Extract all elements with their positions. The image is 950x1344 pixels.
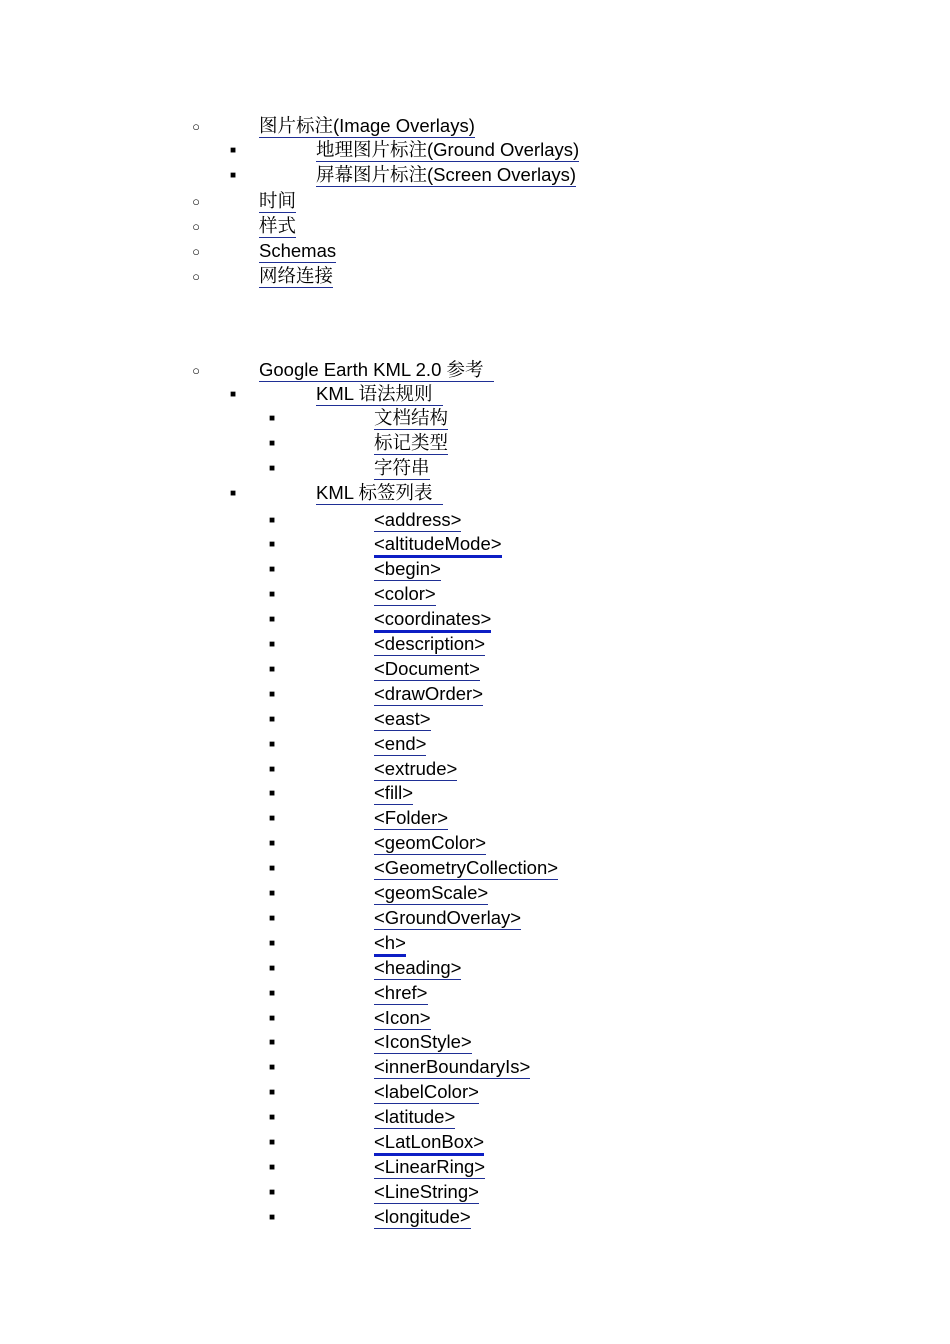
- square-bullet-icon: ■: [268, 764, 276, 775]
- tag-link-begin[interactable]: <begin>: [374, 558, 441, 579]
- square-bullet-icon: ■: [268, 639, 276, 650]
- tag-link-href[interactable]: <href>: [374, 982, 428, 1003]
- tag-link-east[interactable]: <east>: [374, 708, 431, 729]
- square-bullet-icon: ■: [229, 145, 237, 156]
- tag-link-color[interactable]: <color>: [374, 583, 436, 604]
- link-kml-syntax[interactable]: KML 语法规则: [316, 383, 443, 406]
- tag-link-geomcolor[interactable]: <geomColor>: [374, 832, 487, 853]
- link-markup-types[interactable]: 标记类型: [374, 432, 449, 453]
- square-bullet-icon: ■: [268, 664, 276, 675]
- link-kml-reference[interactable]: Google Earth KML 2.0 参考: [259, 359, 494, 382]
- link-time[interactable]: 时间: [259, 190, 297, 211]
- square-bullet-icon: ■: [268, 1137, 276, 1148]
- tag-link-folder[interactable]: <Folder>: [374, 807, 449, 828]
- square-bullet-icon: ■: [268, 1162, 276, 1173]
- tag-link-geomscale[interactable]: <geomScale>: [374, 882, 489, 903]
- tag-link-h[interactable]: <h>: [374, 932, 406, 957]
- tag-link-linearring[interactable]: <LinearRing>: [374, 1156, 486, 1177]
- square-bullet-icon: ■: [268, 564, 276, 575]
- square-bullet-icon: ■: [268, 1187, 276, 1198]
- square-bullet-icon: ■: [268, 863, 276, 874]
- square-bullet-icon: ■: [268, 463, 276, 474]
- square-bullet-icon: ■: [229, 488, 237, 499]
- circle-bullet-icon: ○: [192, 269, 200, 284]
- link-image-overlays[interactable]: 图片标注(Image Overlays): [259, 115, 475, 136]
- square-bullet-icon: ■: [268, 589, 276, 600]
- circle-bullet-icon: ○: [192, 363, 200, 378]
- tag-link-end[interactable]: <end>: [374, 733, 427, 754]
- square-bullet-icon: ■: [268, 1013, 276, 1024]
- tag-link-labelcolor[interactable]: <labelColor>: [374, 1081, 479, 1102]
- link-styles[interactable]: 样式: [259, 215, 297, 236]
- link-kml-tags[interactable]: KML 标签列表: [316, 482, 443, 505]
- square-bullet-icon: ■: [268, 1212, 276, 1223]
- tag-link-coordinates[interactable]: <coordinates>: [374, 608, 491, 633]
- link-schemas[interactable]: Schemas: [259, 240, 337, 261]
- square-bullet-icon: ■: [268, 963, 276, 974]
- tag-link-longitude[interactable]: <longitude>: [374, 1206, 471, 1227]
- circle-bullet-icon: ○: [192, 119, 200, 134]
- square-bullet-icon: ■: [268, 1037, 276, 1048]
- tag-link-geometrycollection[interactable]: <GeometryCollection>: [374, 857, 559, 878]
- tag-link-address[interactable]: <address>: [374, 509, 462, 530]
- link-screen-overlays[interactable]: 屏幕图片标注(Screen Overlays): [316, 164, 577, 185]
- circle-bullet-icon: ○: [192, 219, 200, 234]
- square-bullet-icon: ■: [229, 170, 237, 181]
- tag-link-groundoverlay[interactable]: <GroundOverlay>: [374, 907, 522, 928]
- square-bullet-icon: ■: [268, 1087, 276, 1098]
- tag-link-description[interactable]: <description>: [374, 633, 486, 654]
- square-bullet-icon: ■: [229, 389, 237, 400]
- link-doc-structure[interactable]: 文档结构: [374, 407, 449, 428]
- square-bullet-icon: ■: [268, 539, 276, 550]
- tag-link-fill[interactable]: <fill>: [374, 782, 414, 803]
- square-bullet-icon: ■: [268, 1112, 276, 1123]
- square-bullet-icon: ■: [268, 813, 276, 824]
- square-bullet-icon: ■: [268, 888, 276, 899]
- tag-link-document[interactable]: <Document>: [374, 658, 480, 679]
- square-bullet-icon: ■: [268, 1062, 276, 1073]
- tag-link-heading[interactable]: <heading>: [374, 957, 462, 978]
- tag-link-extrude[interactable]: <extrude>: [374, 758, 458, 779]
- square-bullet-icon: ■: [268, 938, 276, 949]
- tag-link-icon[interactable]: <Icon>: [374, 1007, 431, 1028]
- tag-link-latitude[interactable]: <latitude>: [374, 1106, 456, 1127]
- square-bullet-icon: ■: [268, 614, 276, 625]
- square-bullet-icon: ■: [268, 913, 276, 924]
- tag-link-innerboundaryis[interactable]: <innerBoundaryIs>: [374, 1056, 531, 1077]
- circle-bullet-icon: ○: [192, 194, 200, 209]
- tag-link-altitudemode[interactable]: <altitudeMode>: [374, 533, 502, 558]
- square-bullet-icon: ■: [268, 988, 276, 999]
- square-bullet-icon: ■: [268, 838, 276, 849]
- tag-link-iconstyle[interactable]: <IconStyle>: [374, 1031, 472, 1052]
- link-ground-overlays[interactable]: 地理图片标注(Ground Overlays): [316, 139, 580, 160]
- square-bullet-icon: ■: [268, 413, 276, 424]
- square-bullet-icon: ■: [268, 714, 276, 725]
- link-network-links[interactable]: 网络连接: [259, 265, 334, 286]
- square-bullet-icon: ■: [268, 788, 276, 799]
- link-strings[interactable]: 字符串: [374, 457, 430, 478]
- circle-bullet-icon: ○: [192, 244, 200, 259]
- square-bullet-icon: ■: [268, 438, 276, 449]
- square-bullet-icon: ■: [268, 689, 276, 700]
- square-bullet-icon: ■: [268, 515, 276, 526]
- square-bullet-icon: ■: [268, 739, 276, 750]
- tag-link-latlonbox[interactable]: <LatLonBox>: [374, 1131, 484, 1156]
- tag-link-draworder[interactable]: <drawOrder>: [374, 683, 483, 704]
- tag-link-linestring[interactable]: <LineString>: [374, 1181, 479, 1202]
